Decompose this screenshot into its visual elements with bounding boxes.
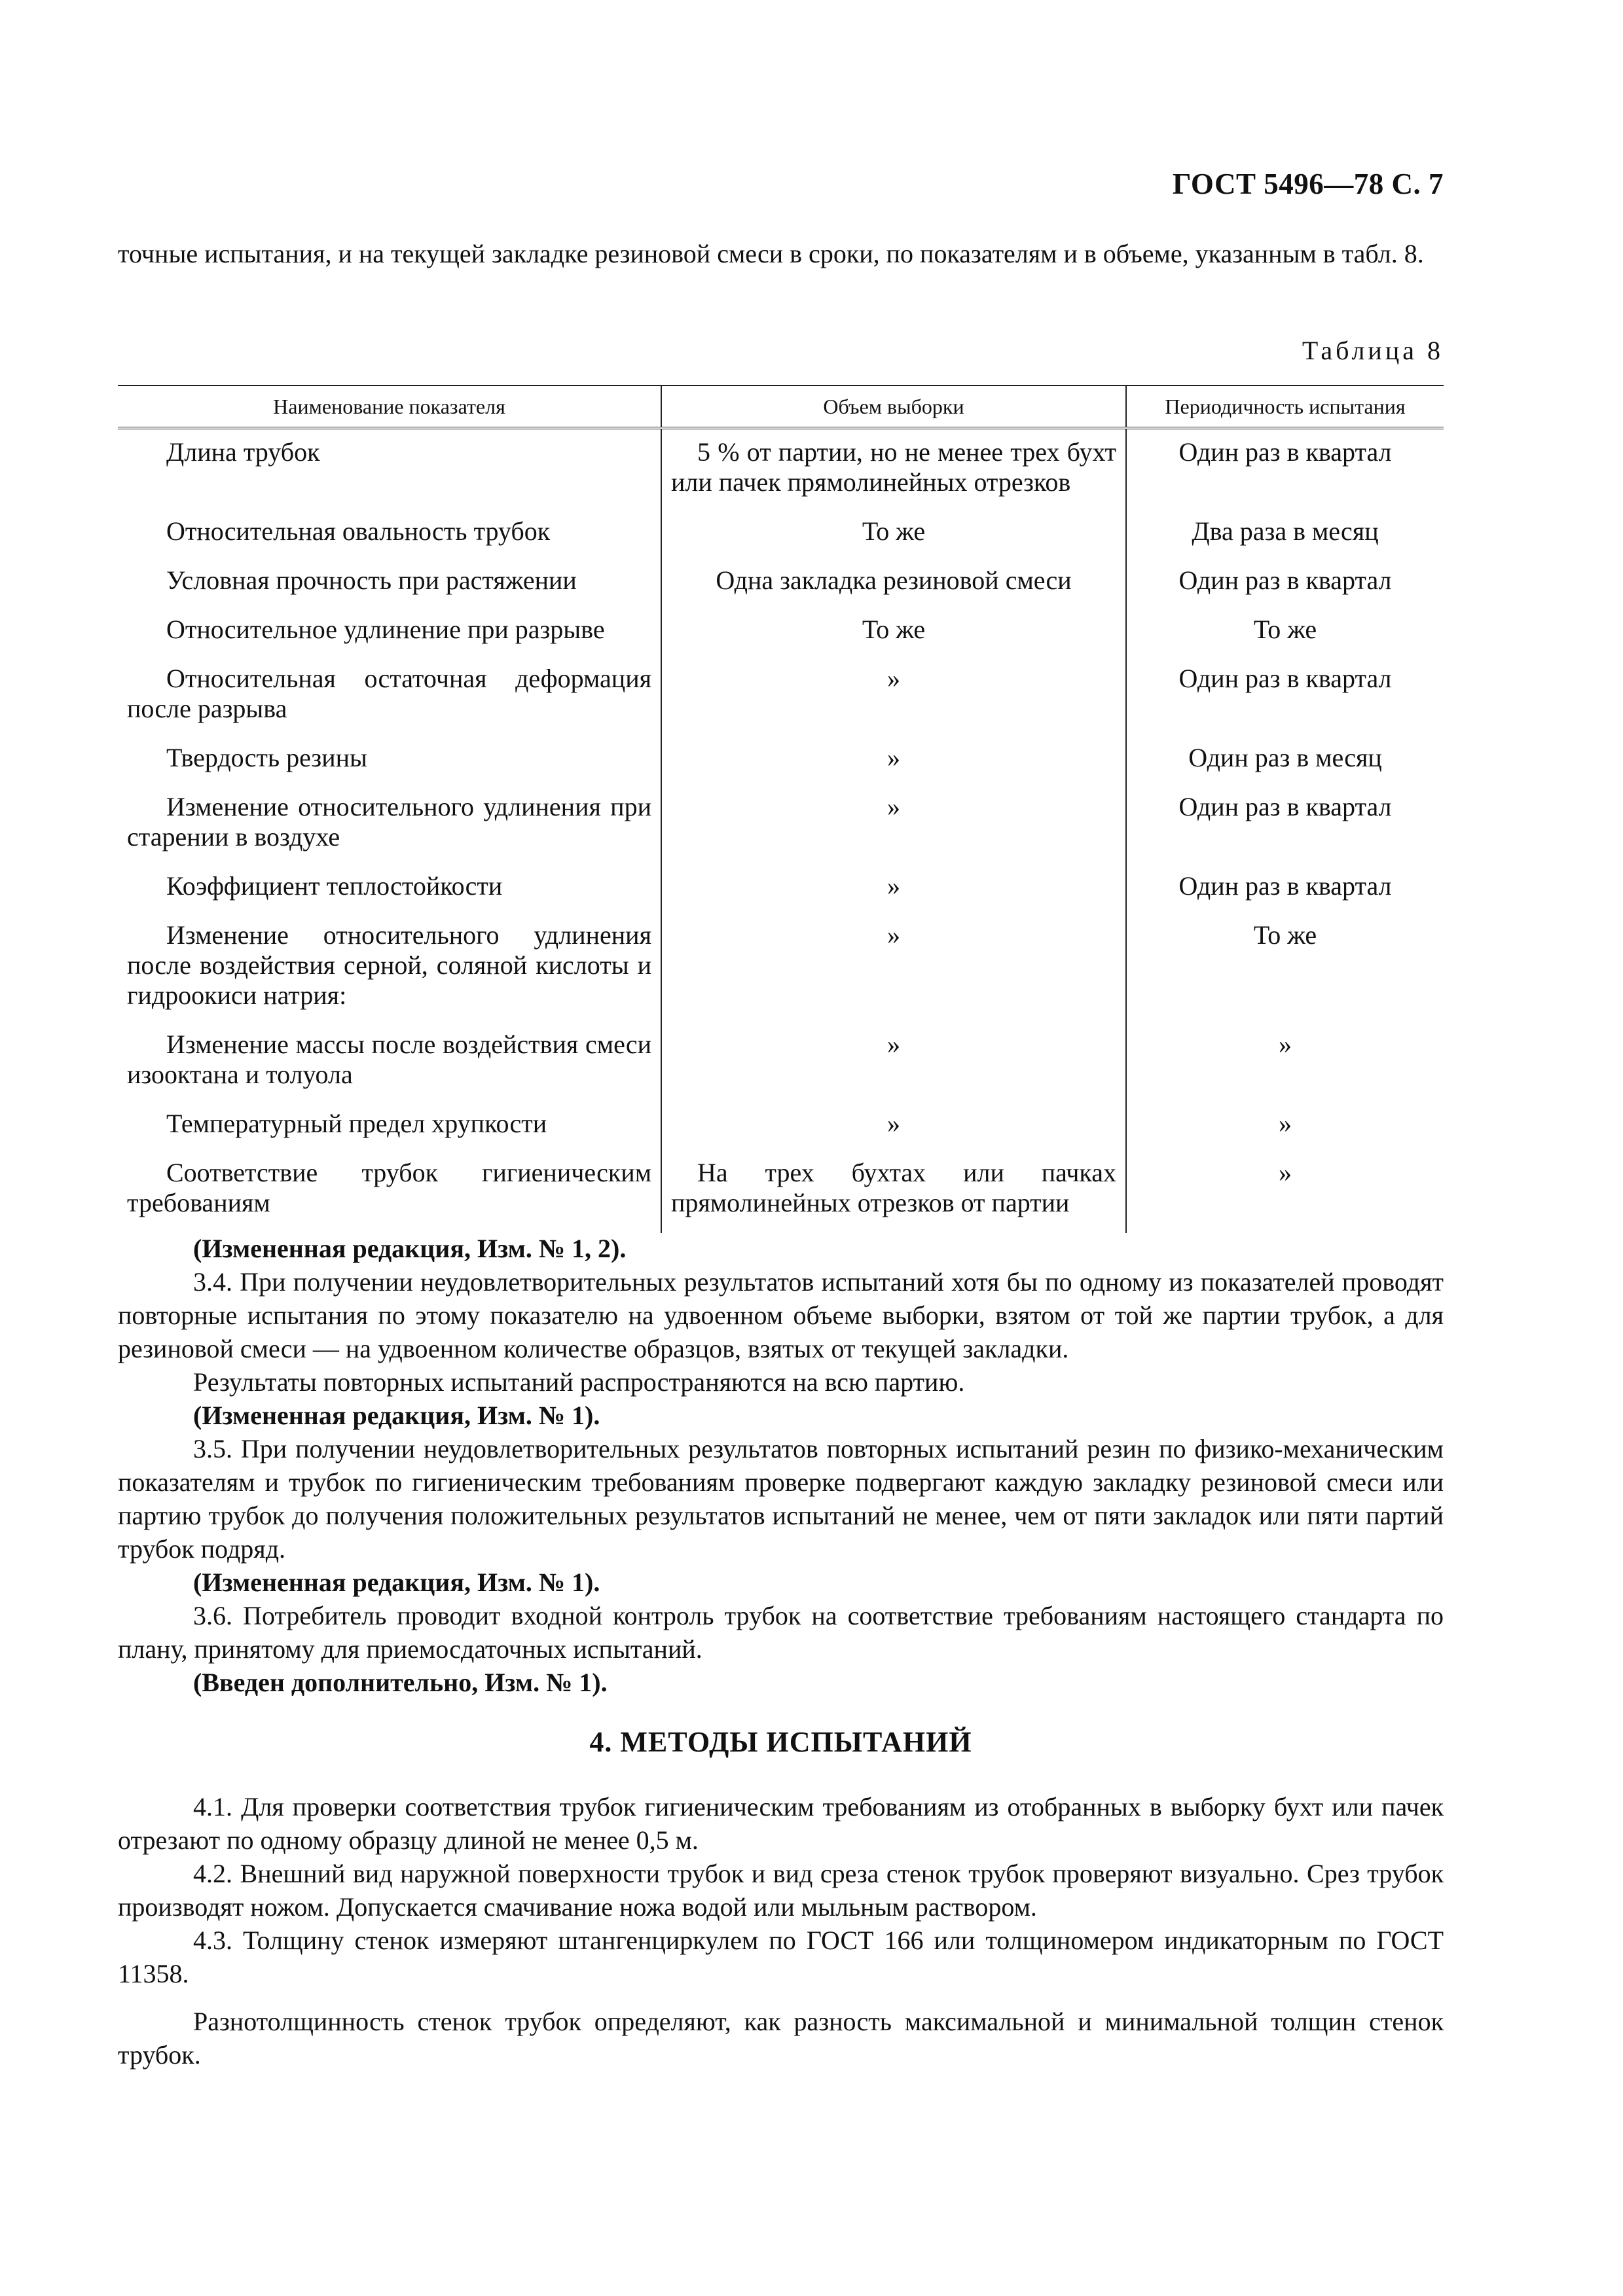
intro-paragraph: точные испытания, и на текущей закладке резиновой смеси в сроки, по показателям и в объеме, указанным в табл. 8.: [118, 239, 1424, 268]
row-sample: »: [661, 788, 1126, 867]
table-row: [118, 1026, 1444, 1105]
clause-3-6: 3.6. Потребитель проводит входной контроль трубок на соответствие требованиям настоящего стандарта по плану, принятому для приемосдаточных испытаний.: [118, 1601, 1444, 1664]
row-name: Условная прочность при растяжении: [166, 565, 577, 595]
row-name: Изменение относительного удлинения при старении в воздухе: [127, 792, 651, 852]
row-name: Изменение относительного удлинения после воздействия серной, соляной кислоты и гидроокиси натрия:: [127, 920, 651, 1010]
table-row: [118, 512, 1444, 562]
row-name: Длина трубок: [166, 437, 320, 467]
table-8: [118, 385, 1444, 1233]
page-header: ГОСТ 5496—78 С. 7: [1172, 168, 1444, 200]
clause-4-3-thickness: Разнотолщинность стенок трубок определяют, как разность максимальной и минимальной толщин стенок трубок.: [118, 2007, 1444, 2070]
row-sample: »: [661, 1026, 1126, 1105]
table-row: [118, 788, 1444, 867]
row-period: »: [1126, 1154, 1444, 1233]
row-period: То же: [1126, 611, 1444, 660]
row-sample: На трех бухтах или пачках прямолинейных отрезков от партии: [661, 1154, 1126, 1233]
column-header-sample: Объем выборки: [661, 386, 1126, 428]
row-name: Изменение массы после воздействия смеси изооктана и толуола: [127, 1030, 651, 1089]
row-sample: »: [661, 867, 1126, 916]
table-row: [118, 739, 1444, 788]
row-name: Твердость резины: [166, 743, 367, 772]
row-period: Два раза в месяц: [1126, 512, 1444, 562]
section-title-4: 4. МЕТОДЫ ИСПЫТАНИЙ: [589, 1726, 972, 1758]
row-name: Относительная овальность трубок: [166, 516, 551, 546]
row-name: Соответствие трубок гигиеническим требованиям: [127, 1158, 651, 1217]
row-sample: 5 % от партии, но не менее трех бухт или пачек прямолинейных отрезков: [661, 428, 1126, 512]
row-name: Относительная остаточная деформация после разрыва: [127, 664, 651, 723]
table-row: [118, 1154, 1444, 1233]
column-header-period: Периодичность испытания: [1126, 386, 1444, 428]
table-header-row: [118, 386, 1444, 428]
row-sample: »: [661, 916, 1126, 1026]
amendment-note: (Измененная редакция, Изм. № 1, 2).: [193, 1234, 627, 1263]
row-sample: То же: [661, 611, 1126, 660]
row-period: Один раз в квартал: [1126, 788, 1444, 867]
row-sample: То же: [661, 512, 1126, 562]
amendment-note: (Введен дополнительно, Изм. № 1).: [193, 1668, 608, 1697]
amendment-note: (Измененная редакция, Изм. № 1).: [193, 1568, 600, 1597]
row-name: Температурный предел хрупкости: [166, 1109, 547, 1138]
row-sample: Одна закладка резиновой смеси: [661, 562, 1126, 611]
row-period: »: [1126, 1026, 1444, 1105]
body-text: [118, 1232, 1444, 2072]
row-period: Один раз в квартал: [1126, 660, 1444, 739]
row-sample: »: [661, 660, 1126, 739]
clause-4-3: 4.3. Толщину стенок измеряют штангенциркулем по ГОСТ 166 или толщиномером индикаторным по ГОСТ 11358.: [118, 1926, 1444, 1988]
table-row: [118, 562, 1444, 611]
row-sample: »: [661, 739, 1126, 788]
clause-3-5: 3.5. При получении неудовлетворительных результатов повторных испытаний резин по физико-механическим показателям и трубок по гигиеническим требованиям проверке подвергают каждую закладку резиновой смеси или партию трубок до получения положительных результатов испытаний не менее, чем от пяти закладок или пяти партий трубок подряд.: [118, 1434, 1444, 1564]
row-name: Относительное удлинение при разрыве: [166, 615, 605, 644]
table-row: [118, 611, 1444, 660]
clause-3-4-results: Результаты повторных испытаний распространяются на всю партию.: [193, 1367, 965, 1397]
row-period: »: [1126, 1105, 1444, 1154]
table-row: [118, 916, 1444, 1026]
table-row: [118, 867, 1444, 916]
column-header-name: Наименование показателя: [118, 386, 661, 428]
row-period: Один раз в квартал: [1126, 867, 1444, 916]
table-row: [118, 660, 1444, 739]
clause-3-4: 3.4. При получении неудовлетворительных результатов испытаний хотя бы по одному из показателей проводят повторные испытания по этому показателю на удвоенном объеме выборки, взятом от той же партии трубок, а для резиновой смеси — на удвоенном количестве образцов, взятых от текущей закладки.: [118, 1267, 1444, 1363]
clause-4-2: 4.2. Внешний вид наружной поверхности трубок и вид среза стенок трубок проверяют визуально. Срез трубок производят ножом. Допускается смачивание ножа водой или мыльным раствором.: [118, 1859, 1444, 1922]
intro-block: [118, 237, 1444, 270]
table-caption: Таблица 8: [1302, 336, 1444, 365]
row-period: То же: [1126, 916, 1444, 1026]
table-row: [118, 428, 1444, 512]
amendment-note: (Измененная редакция, Изм. № 1).: [193, 1401, 600, 1430]
row-period: Один раз в месяц: [1126, 739, 1444, 788]
document-page: [118, 0, 1444, 2296]
row-period: Один раз в квартал: [1126, 562, 1444, 611]
row-sample: »: [661, 1105, 1126, 1154]
row-name: Коэффициент теплостойкости: [166, 871, 503, 901]
clause-4-1: 4.1. Для проверки соответствия трубок гигиеническим требованиям из отобранных в выборку бухт или пачек отрезают по одному образцу длиной не менее 0,5 м.: [118, 1792, 1444, 1855]
table-row: [118, 1105, 1444, 1154]
row-period: Один раз в квартал: [1126, 428, 1444, 512]
